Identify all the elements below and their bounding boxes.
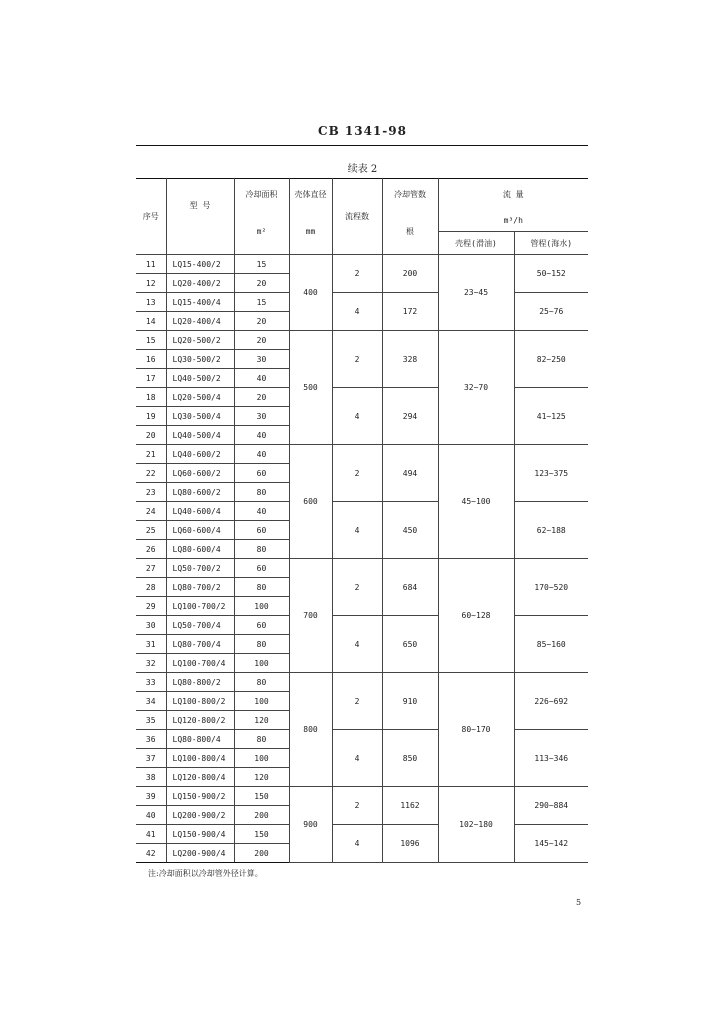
cell-seq: 38	[136, 768, 166, 787]
cell-area: 100	[234, 749, 289, 768]
cell-area: 80	[234, 673, 289, 692]
cell-area: 20	[234, 312, 289, 331]
cell-model: LQ120-800/4	[166, 768, 234, 787]
cell-model: LQ20-400/2	[166, 274, 234, 293]
cell-tubes: 684	[382, 559, 438, 616]
cell-model: LQ40-600/2	[166, 445, 234, 464]
table-row	[136, 559, 588, 578]
cell-diameter: 700	[289, 559, 332, 673]
cell-passes: 2	[332, 445, 382, 502]
cell-model: LQ80-600/4	[166, 540, 234, 559]
table-row	[136, 293, 588, 312]
cell-area: 20	[234, 388, 289, 407]
cell-area: 60	[234, 616, 289, 635]
cell-area: 40	[234, 369, 289, 388]
cell-area: 60	[234, 521, 289, 540]
cell-diameter: 900	[289, 787, 332, 863]
cell-model: LQ20-400/4	[166, 312, 234, 331]
col-header-diameter: 壳体直径	[289, 179, 332, 210]
table-row	[136, 502, 588, 521]
cell-area: 60	[234, 464, 289, 483]
col-header-tubes: 冷却管数	[382, 179, 438, 210]
cell-seq: 33	[136, 673, 166, 692]
cell-area: 20	[234, 274, 289, 293]
cell-area: 15	[234, 255, 289, 274]
cell-seq: 32	[136, 654, 166, 673]
cell-area: 100	[234, 597, 289, 616]
table-row	[136, 445, 588, 464]
cell-seq: 28	[136, 578, 166, 597]
cell-flow-shell: 23~45	[438, 255, 514, 331]
cell-seq: 41	[136, 825, 166, 844]
cell-passes: 4	[332, 730, 382, 787]
col-header-seq: 序号	[136, 179, 166, 255]
table-row	[136, 255, 588, 274]
cooler-spec-table	[136, 178, 588, 863]
cell-model: LQ20-500/2	[166, 331, 234, 350]
cell-flow-tube: 85~160	[514, 616, 588, 673]
cell-model: LQ80-800/2	[166, 673, 234, 692]
cell-seq: 23	[136, 483, 166, 502]
cell-model: LQ150-900/2	[166, 787, 234, 806]
col-header-passes: 流程数	[332, 179, 382, 255]
table-row	[136, 730, 588, 749]
cell-seq: 34	[136, 692, 166, 711]
cell-model: LQ15-400/4	[166, 293, 234, 312]
cell-area: 80	[234, 578, 289, 597]
cell-model: LQ100-800/2	[166, 692, 234, 711]
cell-seq: 22	[136, 464, 166, 483]
cell-seq: 25	[136, 521, 166, 540]
cell-flow-tube: 62~188	[514, 502, 588, 559]
col-header-tubes-unit: 根	[382, 209, 438, 255]
cell-flow-tube: 25~76	[514, 293, 588, 331]
cell-area: 150	[234, 787, 289, 806]
cell-flow-tube: 113~346	[514, 730, 588, 787]
cell-area: 15	[234, 293, 289, 312]
cell-model: LQ200-900/4	[166, 844, 234, 863]
table-row	[136, 673, 588, 692]
table-row	[136, 388, 588, 407]
cell-flow-shell: 32~70	[438, 331, 514, 445]
cell-flow-shell: 80~170	[438, 673, 514, 787]
cell-tubes: 328	[382, 331, 438, 388]
cell-tubes: 450	[382, 502, 438, 559]
cell-seq: 40	[136, 806, 166, 825]
cell-tubes: 172	[382, 293, 438, 331]
cell-seq: 18	[136, 388, 166, 407]
col-header-flow-shell: 壳程(滑油)	[438, 232, 514, 255]
cell-seq: 29	[136, 597, 166, 616]
col-header-area: 冷却面积	[234, 179, 289, 210]
cell-area: 150	[234, 825, 289, 844]
cell-flow-shell: 45~100	[438, 445, 514, 559]
cell-seq: 31	[136, 635, 166, 654]
table-row	[136, 825, 588, 844]
cell-tubes: 1162	[382, 787, 438, 825]
cell-diameter: 600	[289, 445, 332, 559]
cell-model: LQ60-600/2	[166, 464, 234, 483]
cell-model: LQ50-700/2	[166, 559, 234, 578]
page-number: 5	[576, 898, 582, 907]
cell-model: LQ60-600/4	[166, 521, 234, 540]
cell-tubes: 1096	[382, 825, 438, 863]
cell-area: 80	[234, 540, 289, 559]
cell-flow-tube: 290~884	[514, 787, 588, 825]
cell-area: 40	[234, 445, 289, 464]
table-row	[136, 331, 588, 350]
cell-seq: 36	[136, 730, 166, 749]
cell-seq: 21	[136, 445, 166, 464]
cell-flow-tube: 50~152	[514, 255, 588, 293]
cell-passes: 2	[332, 331, 382, 388]
cell-flow-tube: 123~375	[514, 445, 588, 502]
table-row	[136, 787, 588, 806]
cell-passes: 4	[332, 293, 382, 331]
cell-area: 200	[234, 806, 289, 825]
cell-area: 100	[234, 654, 289, 673]
col-header-model-blank	[166, 232, 234, 255]
cell-area: 30	[234, 407, 289, 426]
cell-tubes: 850	[382, 730, 438, 787]
cell-area: 60	[234, 559, 289, 578]
cell-seq: 15	[136, 331, 166, 350]
cell-area: 80	[234, 483, 289, 502]
cell-area: 200	[234, 844, 289, 863]
cell-area: 40	[234, 502, 289, 521]
cell-seq: 30	[136, 616, 166, 635]
cell-model: LQ120-800/2	[166, 711, 234, 730]
cell-tubes: 650	[382, 616, 438, 673]
cell-tubes: 910	[382, 673, 438, 730]
cell-model: LQ15-400/2	[166, 255, 234, 274]
cell-model: LQ50-700/4	[166, 616, 234, 635]
document-header: CB 1341-98	[318, 124, 407, 138]
table-row	[136, 616, 588, 635]
table-caption: 续表 2	[347, 164, 378, 175]
cell-seq: 14	[136, 312, 166, 331]
cell-tubes: 294	[382, 388, 438, 445]
col-header-flow-tube: 管程(海水)	[514, 232, 588, 255]
cell-seq: 26	[136, 540, 166, 559]
cell-passes: 4	[332, 502, 382, 559]
cell-area: 120	[234, 768, 289, 787]
cell-seq: 27	[136, 559, 166, 578]
cell-model: LQ100-700/2	[166, 597, 234, 616]
table-footnote: 注:冷却面积以冷却管外径计算。	[148, 869, 263, 878]
cell-area: 80	[234, 635, 289, 654]
cell-passes: 2	[332, 559, 382, 616]
cell-diameter: 400	[289, 255, 332, 331]
cell-area: 30	[234, 350, 289, 369]
col-header-flow-unit: m³/h	[438, 209, 588, 232]
cell-passes: 4	[332, 616, 382, 673]
cell-seq: 16	[136, 350, 166, 369]
cell-passes: 4	[332, 825, 382, 863]
cell-flow-tube: 170~520	[514, 559, 588, 616]
cell-seq: 35	[136, 711, 166, 730]
cell-model: LQ100-800/4	[166, 749, 234, 768]
cell-flow-tube: 145~142	[514, 825, 588, 863]
col-header-area-unit: m²	[234, 209, 289, 255]
cell-flow-tube: 226~692	[514, 673, 588, 730]
cell-model: LQ30-500/2	[166, 350, 234, 369]
cell-model: LQ80-700/2	[166, 578, 234, 597]
cell-tubes: 494	[382, 445, 438, 502]
cell-flow-tube: 41~125	[514, 388, 588, 445]
cell-area: 40	[234, 426, 289, 445]
cell-seq: 19	[136, 407, 166, 426]
cell-seq: 11	[136, 255, 166, 274]
cell-model: LQ200-900/2	[166, 806, 234, 825]
cell-flow-tube: 82~250	[514, 331, 588, 388]
cell-area: 100	[234, 692, 289, 711]
cell-area: 120	[234, 711, 289, 730]
cell-model: LQ80-700/4	[166, 635, 234, 654]
cell-seq: 17	[136, 369, 166, 388]
cell-diameter: 800	[289, 673, 332, 787]
cell-passes: 4	[332, 388, 382, 445]
cell-diameter: 500	[289, 331, 332, 445]
cell-model: LQ20-500/4	[166, 388, 234, 407]
cell-passes: 2	[332, 673, 382, 730]
cell-seq: 37	[136, 749, 166, 768]
cell-passes: 2	[332, 255, 382, 293]
cell-model: LQ40-500/4	[166, 426, 234, 445]
cell-model: LQ40-600/4	[166, 502, 234, 521]
cell-seq: 13	[136, 293, 166, 312]
cell-passes: 2	[332, 787, 382, 825]
cell-seq: 39	[136, 787, 166, 806]
cell-model: LQ40-500/2	[166, 369, 234, 388]
cell-model: LQ100-700/4	[166, 654, 234, 673]
col-header-model: 型 号	[166, 179, 234, 232]
col-header-diameter-unit: mm	[289, 209, 332, 255]
cell-flow-shell: 102~180	[438, 787, 514, 863]
cell-seq: 24	[136, 502, 166, 521]
cell-flow-shell: 60~128	[438, 559, 514, 673]
cell-model: LQ150-900/4	[166, 825, 234, 844]
col-header-flow: 流 量	[438, 179, 588, 210]
cell-seq: 20	[136, 426, 166, 445]
cell-seq: 12	[136, 274, 166, 293]
cell-area: 20	[234, 331, 289, 350]
header-rule	[136, 145, 588, 146]
cell-model: LQ80-800/4	[166, 730, 234, 749]
cell-area: 80	[234, 730, 289, 749]
cell-model: LQ80-600/2	[166, 483, 234, 502]
cell-tubes: 200	[382, 255, 438, 293]
cell-seq: 42	[136, 844, 166, 863]
cell-model: LQ30-500/4	[166, 407, 234, 426]
